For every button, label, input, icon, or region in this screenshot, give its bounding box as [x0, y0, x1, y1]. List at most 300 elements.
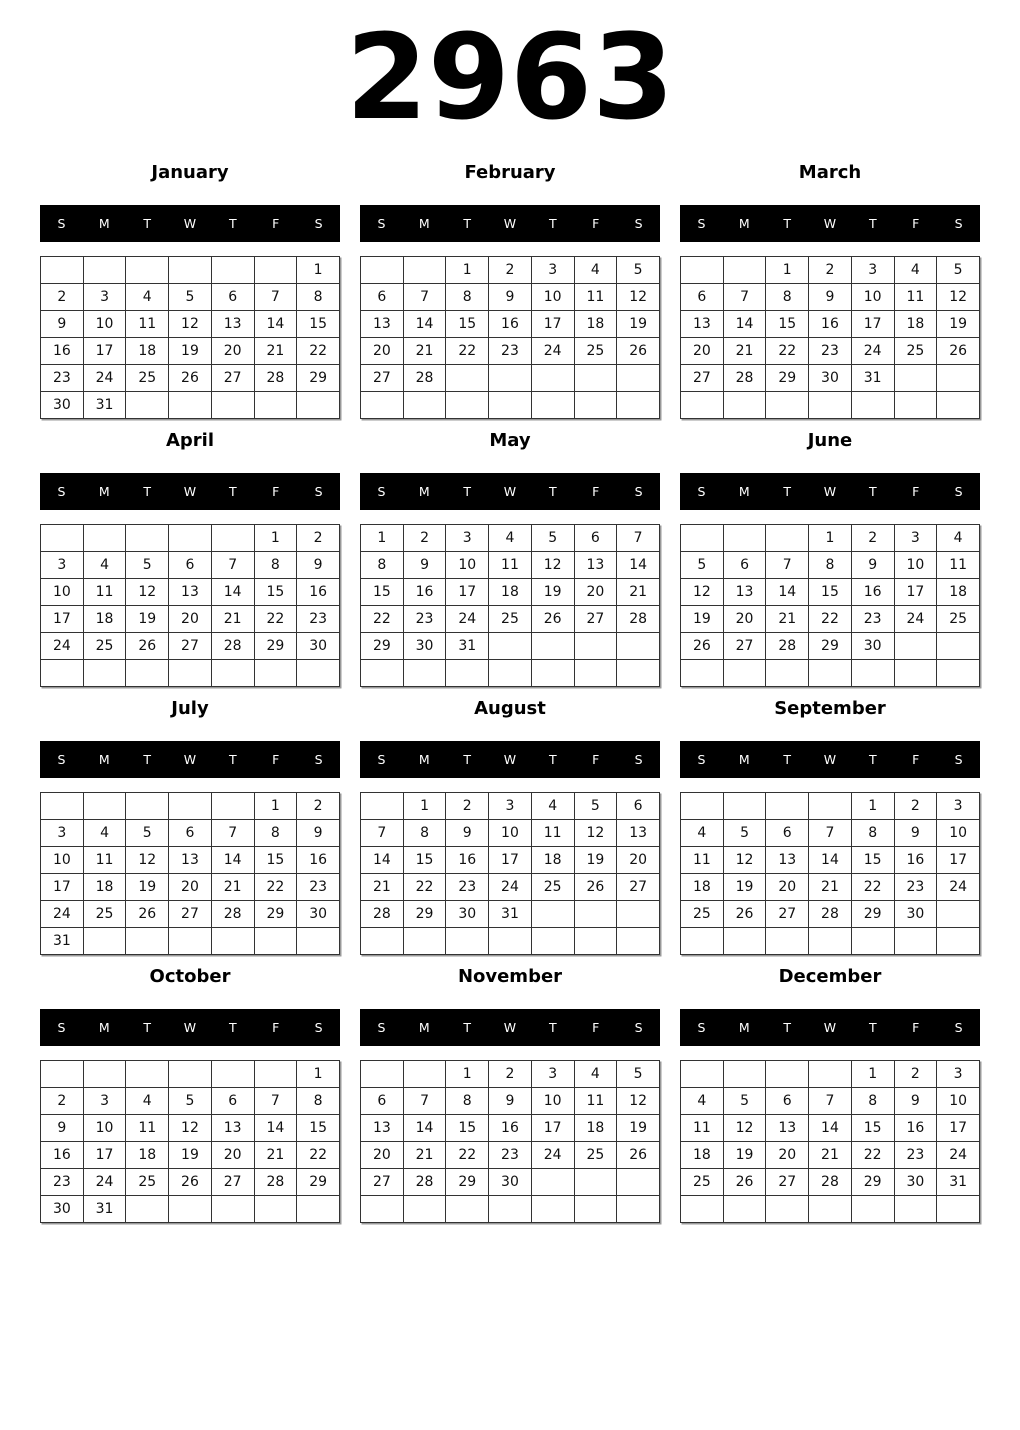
day-cell-empty: [126, 257, 169, 284]
day-cell: 16: [297, 847, 340, 874]
week-row: [361, 284, 660, 311]
weekday-label: S: [697, 752, 706, 767]
day-cell: 6: [211, 284, 254, 311]
day-cell: 15: [446, 1115, 489, 1142]
day-cell: 24: [83, 1169, 126, 1196]
weekday-label: F: [912, 752, 920, 767]
day-cell: 6: [766, 820, 809, 847]
day-cell: 18: [681, 874, 724, 901]
day-cell: 31: [489, 901, 532, 928]
day-cell: 24: [937, 1142, 980, 1169]
day-cell: 18: [531, 847, 574, 874]
day-cell: 7: [211, 552, 254, 579]
day-cell: 17: [937, 847, 980, 874]
day-cell: 4: [83, 820, 126, 847]
day-cell: 6: [211, 1088, 254, 1115]
day-cell-empty: [361, 793, 404, 820]
day-cell: 20: [361, 338, 404, 365]
day-cell-empty: [766, 793, 809, 820]
day-cell-empty: [361, 257, 404, 284]
week-row: [361, 901, 660, 928]
day-cell: 7: [403, 284, 446, 311]
day-cell-empty: [937, 392, 980, 419]
day-cell: 28: [254, 1169, 297, 1196]
day-cell-empty: [894, 392, 937, 419]
day-cell-empty: [254, 928, 297, 955]
day-cell-empty: [83, 257, 126, 284]
week-row: [41, 847, 340, 874]
day-cell: 10: [851, 284, 894, 311]
month-title: November: [457, 966, 563, 987]
day-cell: 13: [617, 820, 660, 847]
weekday-label: W: [503, 216, 517, 231]
weekday-header: [360, 741, 660, 778]
day-cell-empty: [723, 928, 766, 955]
day-cell-empty: [126, 392, 169, 419]
day-cell: 25: [681, 1169, 724, 1196]
day-cell-empty: [766, 392, 809, 419]
day-cell: 25: [126, 365, 169, 392]
day-cell: 10: [83, 1115, 126, 1142]
day-cell: 19: [937, 311, 980, 338]
day-cell: 26: [617, 338, 660, 365]
weekday-label: S: [314, 752, 323, 767]
day-cell-empty: [489, 633, 532, 660]
day-cell: 16: [851, 579, 894, 606]
day-cell: 2: [809, 257, 852, 284]
weekday-header: [40, 1009, 340, 1046]
year-title: 2963: [345, 8, 675, 146]
day-cell: 7: [766, 552, 809, 579]
day-cell: 28: [211, 633, 254, 660]
day-cell: 17: [41, 606, 84, 633]
calendar-grid: [40, 524, 340, 687]
day-cell-empty: [297, 660, 340, 687]
day-cell-empty: [83, 928, 126, 955]
month-title: January: [151, 162, 229, 183]
day-cell: 10: [531, 284, 574, 311]
day-cell-empty: [126, 1061, 169, 1088]
day-cell: 2: [489, 1061, 532, 1088]
day-cell: 7: [617, 525, 660, 552]
day-cell-empty: [851, 1196, 894, 1223]
day-cell-empty: [403, 257, 446, 284]
week-row: [681, 284, 980, 311]
day-cell: 14: [766, 579, 809, 606]
day-cell: 9: [894, 820, 937, 847]
day-cell: 12: [531, 552, 574, 579]
day-cell: 11: [681, 847, 724, 874]
day-cell: 17: [41, 874, 84, 901]
week-row: [361, 1196, 660, 1223]
day-cell: 22: [851, 1142, 894, 1169]
day-cell: 14: [809, 847, 852, 874]
day-cell-empty: [531, 660, 574, 687]
day-cell: 26: [723, 901, 766, 928]
day-cell-empty: [169, 928, 212, 955]
day-cell: 19: [574, 847, 617, 874]
day-cell: 14: [211, 847, 254, 874]
week-row: [41, 606, 340, 633]
day-cell: 22: [254, 874, 297, 901]
day-cell: 13: [766, 847, 809, 874]
day-cell: 9: [403, 552, 446, 579]
day-cell-empty: [681, 793, 724, 820]
weekday-label: S: [377, 484, 386, 499]
week-row: [41, 579, 340, 606]
day-cell: 2: [894, 793, 937, 820]
day-cell: 31: [937, 1169, 980, 1196]
day-cell: 31: [83, 392, 126, 419]
day-cell-empty: [403, 928, 446, 955]
weekday-label: T: [463, 216, 471, 231]
day-cell: 3: [531, 257, 574, 284]
day-cell: 21: [254, 1142, 297, 1169]
weekday-label: F: [272, 752, 280, 767]
day-cell: 29: [254, 633, 297, 660]
weekday-label: S: [57, 1020, 66, 1035]
day-cell: 8: [851, 820, 894, 847]
day-cell: 26: [169, 365, 212, 392]
day-cell-empty: [169, 257, 212, 284]
day-cell-empty: [297, 392, 340, 419]
day-cell: 19: [169, 338, 212, 365]
day-cell: 6: [723, 552, 766, 579]
week-row: [681, 1061, 980, 1088]
day-cell: 20: [361, 1142, 404, 1169]
month-section: [680, 698, 980, 955]
month-title: March: [798, 162, 862, 183]
day-cell: 14: [809, 1115, 852, 1142]
day-cell: 22: [254, 606, 297, 633]
day-cell: 19: [723, 1142, 766, 1169]
day-cell-empty: [531, 1169, 574, 1196]
calendar-grid: [680, 1060, 980, 1223]
day-cell: 25: [489, 606, 532, 633]
month-section: [360, 162, 660, 419]
day-cell: 11: [894, 284, 937, 311]
day-cell: 3: [83, 284, 126, 311]
day-cell: 16: [489, 1115, 532, 1142]
day-cell: 17: [531, 1115, 574, 1142]
month-section: [40, 162, 340, 419]
day-cell: 18: [894, 311, 937, 338]
month-section: [680, 162, 980, 419]
day-cell: 19: [531, 579, 574, 606]
day-cell: 7: [254, 1088, 297, 1115]
day-cell: 5: [617, 257, 660, 284]
day-cell: 22: [766, 338, 809, 365]
day-cell: 26: [937, 338, 980, 365]
week-row: [361, 874, 660, 901]
weekday-label: S: [697, 1020, 706, 1035]
weekday-label: T: [463, 752, 471, 767]
day-cell: 18: [83, 874, 126, 901]
week-row: [681, 820, 980, 847]
day-cell: 4: [489, 525, 532, 552]
day-cell-empty: [169, 660, 212, 687]
day-cell: 2: [894, 1061, 937, 1088]
day-cell: 4: [531, 793, 574, 820]
week-row: [681, 633, 980, 660]
day-cell: 26: [723, 1169, 766, 1196]
day-cell: 18: [126, 338, 169, 365]
day-cell: 24: [851, 338, 894, 365]
day-cell: 28: [403, 365, 446, 392]
day-cell-empty: [446, 392, 489, 419]
day-cell-empty: [403, 392, 446, 419]
day-cell-empty: [617, 633, 660, 660]
day-cell: 12: [681, 579, 724, 606]
day-cell: 10: [894, 552, 937, 579]
month-title: May: [489, 430, 531, 451]
weekday-label: T: [143, 216, 151, 231]
day-cell: 20: [211, 1142, 254, 1169]
day-cell: 12: [723, 1115, 766, 1142]
day-cell: 25: [531, 874, 574, 901]
day-cell: 3: [83, 1088, 126, 1115]
week-row: [361, 311, 660, 338]
day-cell: 12: [169, 311, 212, 338]
day-cell: 5: [126, 552, 169, 579]
day-cell: 23: [851, 606, 894, 633]
day-cell: 4: [937, 525, 980, 552]
day-cell: 23: [41, 1169, 84, 1196]
day-cell: 29: [851, 1169, 894, 1196]
day-cell-empty: [211, 525, 254, 552]
day-cell-empty: [489, 660, 532, 687]
month-title: August: [474, 698, 546, 719]
weekday-label: M: [98, 216, 110, 231]
week-row: [41, 1196, 340, 1223]
day-cell-empty: [681, 257, 724, 284]
calendar-grid: [680, 256, 980, 419]
day-cell: 21: [361, 874, 404, 901]
day-cell: 22: [403, 874, 446, 901]
week-row: [41, 874, 340, 901]
day-cell-empty: [574, 392, 617, 419]
week-row: [681, 392, 980, 419]
day-cell: 15: [446, 311, 489, 338]
day-cell: 1: [809, 525, 852, 552]
week-row: [41, 284, 340, 311]
week-row: [41, 901, 340, 928]
day-cell: 21: [403, 1142, 446, 1169]
week-row: [41, 1142, 340, 1169]
day-cell: 5: [937, 257, 980, 284]
week-row: [681, 1142, 980, 1169]
day-cell-empty: [531, 633, 574, 660]
day-cell: 10: [83, 311, 126, 338]
day-cell: 23: [894, 1142, 937, 1169]
day-cell: 5: [681, 552, 724, 579]
day-cell: 3: [446, 525, 489, 552]
weekday-label: T: [229, 216, 237, 231]
day-cell-empty: [809, 1196, 852, 1223]
day-cell: 23: [489, 1142, 532, 1169]
month-title: December: [778, 966, 882, 987]
week-row: [681, 311, 980, 338]
day-cell: 8: [809, 552, 852, 579]
day-cell-empty: [531, 392, 574, 419]
month-title: April: [165, 430, 215, 451]
day-cell-empty: [937, 660, 980, 687]
weekday-label: T: [869, 1020, 877, 1035]
day-cell: 6: [766, 1088, 809, 1115]
day-cell: 4: [894, 257, 937, 284]
day-cell: 23: [403, 606, 446, 633]
month-title: June: [807, 430, 853, 451]
day-cell: 3: [41, 552, 84, 579]
day-cell: 1: [766, 257, 809, 284]
day-cell-empty: [361, 1196, 404, 1223]
day-cell-empty: [531, 1196, 574, 1223]
day-cell: 12: [126, 579, 169, 606]
day-cell: 19: [723, 874, 766, 901]
month-title: July: [171, 698, 209, 719]
calendar-grid: [680, 792, 980, 955]
day-cell-empty: [446, 365, 489, 392]
day-cell: 26: [531, 606, 574, 633]
day-cell-empty: [809, 1061, 852, 1088]
day-cell: 13: [574, 552, 617, 579]
day-cell: 1: [403, 793, 446, 820]
day-cell: 30: [894, 901, 937, 928]
day-cell: 12: [574, 820, 617, 847]
day-cell-empty: [211, 1061, 254, 1088]
day-cell-empty: [169, 392, 212, 419]
day-cell: 10: [41, 579, 84, 606]
day-cell: 8: [361, 552, 404, 579]
day-cell: 22: [297, 1142, 340, 1169]
day-cell-empty: [766, 928, 809, 955]
day-cell: 21: [211, 606, 254, 633]
weekday-label: S: [954, 484, 963, 499]
weekday-label: S: [697, 216, 706, 231]
day-cell: 1: [851, 1061, 894, 1088]
day-cell: 18: [937, 579, 980, 606]
weekday-label: W: [183, 216, 197, 231]
weekday-label: T: [783, 216, 791, 231]
weekday-label: S: [954, 752, 963, 767]
day-cell: 17: [446, 579, 489, 606]
day-cell: 20: [766, 874, 809, 901]
month-title: February: [464, 162, 556, 183]
day-cell: 29: [809, 633, 852, 660]
day-cell-empty: [41, 1061, 84, 1088]
day-cell-empty: [894, 928, 937, 955]
week-row: [681, 606, 980, 633]
calendar-grid: [360, 256, 660, 419]
day-cell: 17: [531, 311, 574, 338]
day-cell-empty: [937, 901, 980, 928]
week-row: [681, 847, 980, 874]
day-cell: 31: [41, 928, 84, 955]
day-cell: 29: [254, 901, 297, 928]
day-cell: 9: [41, 311, 84, 338]
month-section: [40, 966, 340, 1223]
weekday-label: W: [823, 752, 837, 767]
day-cell: 16: [403, 579, 446, 606]
day-cell: 1: [297, 257, 340, 284]
day-cell-empty: [403, 1061, 446, 1088]
day-cell: 17: [83, 338, 126, 365]
day-cell-empty: [126, 793, 169, 820]
week-row: [681, 1088, 980, 1115]
week-row: [361, 633, 660, 660]
day-cell: 24: [531, 338, 574, 365]
weekday-label: W: [503, 1020, 517, 1035]
week-row: [361, 1169, 660, 1196]
weekday-label: S: [57, 484, 66, 499]
day-cell: 17: [894, 579, 937, 606]
day-cell: 5: [169, 284, 212, 311]
day-cell: 1: [361, 525, 404, 552]
day-cell: 28: [361, 901, 404, 928]
weekday-label: S: [57, 752, 66, 767]
weekday-header: [360, 205, 660, 242]
weekday-label: S: [634, 484, 643, 499]
day-cell: 10: [446, 552, 489, 579]
day-cell: 9: [489, 1088, 532, 1115]
day-cell: 20: [574, 579, 617, 606]
day-cell-empty: [126, 525, 169, 552]
weekday-label: S: [634, 752, 643, 767]
weekday-header: [680, 473, 980, 510]
day-cell: 6: [681, 284, 724, 311]
day-cell: 16: [809, 311, 852, 338]
weekday-label: T: [869, 752, 877, 767]
day-cell: 27: [574, 606, 617, 633]
day-cell-empty: [681, 525, 724, 552]
week-row: [41, 793, 340, 820]
weekday-label: F: [912, 1020, 920, 1035]
day-cell-empty: [83, 1061, 126, 1088]
day-cell-empty: [446, 928, 489, 955]
day-cell-empty: [937, 1196, 980, 1223]
day-cell: 16: [41, 1142, 84, 1169]
day-cell-empty: [41, 660, 84, 687]
day-cell: 18: [574, 311, 617, 338]
week-row: [41, 928, 340, 955]
day-cell: 3: [851, 257, 894, 284]
day-cell: 19: [126, 874, 169, 901]
week-row: [361, 1088, 660, 1115]
day-cell: 2: [851, 525, 894, 552]
day-cell: 14: [617, 552, 660, 579]
weekday-label: W: [183, 484, 197, 499]
day-cell: 21: [211, 874, 254, 901]
day-cell: 27: [211, 365, 254, 392]
weekday-label: W: [823, 484, 837, 499]
week-row: [361, 793, 660, 820]
day-cell-empty: [617, 901, 660, 928]
week-row: [361, 660, 660, 687]
week-row: [361, 1142, 660, 1169]
day-cell: 27: [723, 633, 766, 660]
week-row: [41, 365, 340, 392]
day-cell: 2: [41, 1088, 84, 1115]
weekday-label: F: [592, 484, 600, 499]
weekday-label: T: [869, 216, 877, 231]
day-cell-empty: [937, 633, 980, 660]
day-cell: 29: [446, 1169, 489, 1196]
weekday-label: F: [912, 216, 920, 231]
week-row: [681, 579, 980, 606]
day-cell: 21: [254, 338, 297, 365]
day-cell-empty: [894, 660, 937, 687]
day-cell: 15: [403, 847, 446, 874]
